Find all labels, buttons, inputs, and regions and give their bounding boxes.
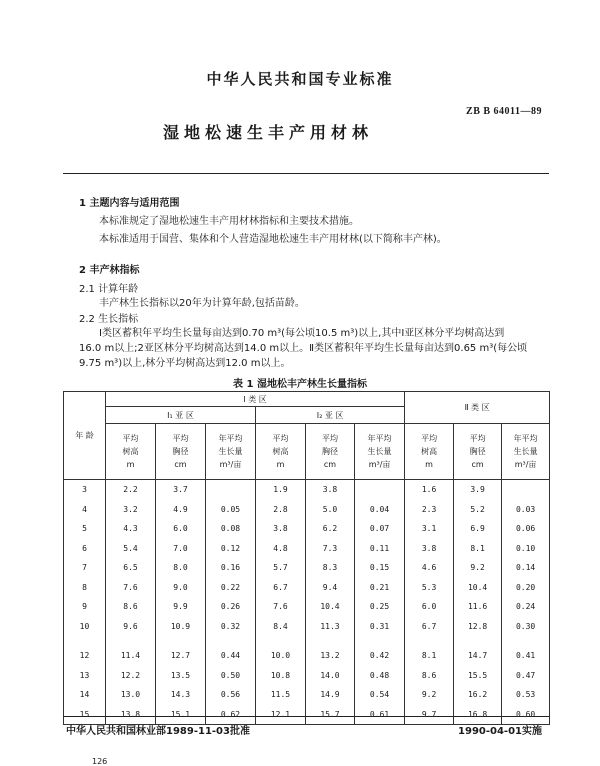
value-cell: 14.3 [156,685,206,705]
value-cell: 0.06 [502,519,550,539]
value-cell: 3.8 [306,480,355,500]
value-cell: 8.6 [106,597,156,617]
value-cell: 0.04 [355,500,405,520]
age-header: 年 龄 [64,392,106,480]
value-cell: 5.0 [306,500,355,520]
age-cell: 9 [64,597,106,617]
value-cell: 3.9 [454,480,502,500]
value-cell: 5.4 [106,539,156,559]
col-avg-height: 平均 树高 m [256,424,306,480]
value-cell: 0.41 [502,646,550,666]
value-cell: 5.2 [454,500,502,520]
zone-2-header: Ⅱ 类 区 [405,392,550,424]
value-cell: 16.8 [454,705,502,725]
value-cell: 0.30 [502,617,550,637]
value-cell: 9.2 [405,685,454,705]
table-row [64,597,550,617]
value-cell: 13.8 [106,705,156,725]
subzone-1-header: Ⅰ₁ 亚 区 [106,407,256,424]
standard-org-title: 中华人民共和国专业标准 [206,70,394,88]
approval-text: 中华人民共和国林业部1989-11-03批准 [66,726,250,737]
value-cell: 6.0 [156,519,206,539]
value-cell: 0.61 [355,705,405,725]
value-cell: 0.50 [206,666,256,686]
value-cell: 4.9 [156,500,206,520]
document-title: 湿地松速生丰产用材林 [163,123,374,142]
value-cell: 7.6 [256,597,306,617]
age-cell: 6 [64,539,106,559]
section-2-2-line-3: 9.75 m³)以上,林分平均树高达到12.0 m以上。 [79,358,291,369]
table-row [64,539,550,559]
value-cell: 0.56 [206,685,256,705]
value-cell: 9.0 [156,578,206,598]
page-number: 126 [92,757,108,766]
value-cell: 0.42 [355,646,405,666]
section-2-2-heading: 2.2 生长指标 [79,314,139,325]
section-2-1-text: 丰产林生长指标以20年为计算年龄,包括苗龄。 [99,298,305,309]
value-cell: 2.2 [106,480,156,500]
col-avg-dbh: 平均 胸径 cm [156,424,206,480]
value-cell: 0.08 [206,519,256,539]
col-annual-growth: 年平均 生长量 m³/亩 [206,424,256,480]
table-row [64,500,550,520]
value-cell: 4.6 [405,558,454,578]
value-cell: 0.21 [355,578,405,598]
value-cell: 11.5 [256,685,306,705]
age-cell: 3 [64,480,106,500]
value-cell: 6.0 [405,597,454,617]
table-row [64,617,550,637]
value-cell: 2.3 [405,500,454,520]
value-cell: 5.7 [256,558,306,578]
value-cell: 0.26 [206,597,256,617]
growth-index-table [63,391,550,725]
value-cell: 13.2 [306,646,355,666]
col-avg-dbh: 平均 胸径 cm [454,424,502,480]
value-cell: 0.11 [355,539,405,559]
subzone-2-header: Ⅰ₂ 亚 区 [256,407,405,424]
standard-code: ZB B 64011—89 [466,106,542,117]
value-cell: 0.20 [502,578,550,598]
section-1-paragraph-2: 本标准适用于国营、集体和个人营造湿地松速生丰产用材林(以下简称丰产林)。 [99,234,447,245]
value-cell: 0.16 [206,558,256,578]
table-row [64,480,550,500]
col-avg-height: 平均 树高 m [106,424,156,480]
col-avg-height: 平均 树高 m [405,424,454,480]
value-cell: 12.7 [156,646,206,666]
value-cell: 0.10 [502,539,550,559]
table-row [64,666,550,686]
value-cell: 3.2 [106,500,156,520]
col-annual-growth: 年平均 生长量 m³/亩 [502,424,550,480]
section-2-1-heading: 2.1 计算年龄 [79,284,139,295]
value-cell: 6.7 [256,578,306,598]
value-cell: 13.0 [106,685,156,705]
value-cell: 0.44 [206,646,256,666]
table-caption: 表 1 湿地松丰产林生长量指标 [233,379,367,390]
table-row [64,646,550,666]
zone-1-header: Ⅰ 类 区 [106,392,405,407]
value-cell: 10.0 [256,646,306,666]
value-cell: 4.3 [106,519,156,539]
value-cell: 11.4 [106,646,156,666]
value-cell: 3.1 [405,519,454,539]
value-cell: 0.47 [502,666,550,686]
age-cell: 5 [64,519,106,539]
value-cell: 10.8 [256,666,306,686]
value-cell: 11.3 [306,617,355,637]
value-cell: 3.8 [405,539,454,559]
age-cell: 4 [64,500,106,520]
effective-date: 1990-04-01实施 [458,726,542,737]
value-cell [355,480,405,500]
value-cell: 7.0 [156,539,206,559]
value-cell: 16.2 [454,685,502,705]
age-cell: 12 [64,646,106,666]
value-cell: 8.4 [256,617,306,637]
value-cell: 6.9 [454,519,502,539]
value-cell: 0.14 [502,558,550,578]
value-cell: 12.1 [256,705,306,725]
value-cell: 0.60 [502,705,550,725]
table-row [64,578,550,598]
value-cell: 1.9 [256,480,306,500]
value-cell: 3.7 [156,480,206,500]
value-cell: 8.1 [405,646,454,666]
value-cell: 10.4 [306,597,355,617]
value-cell: 0.32 [206,617,256,637]
section-2-2-line-1: Ⅰ类区蓄积年平均生长量每亩达到0.70 m³(每公顷10.5 m³)以上,其中Ⅰ亚区林分平均树高达到 [99,328,505,339]
value-cell: 9.9 [156,597,206,617]
value-cell: 0.07 [355,519,405,539]
value-cell: 0.03 [502,500,550,520]
value-cell: 12.8 [454,617,502,637]
value-cell: 10.4 [454,578,502,598]
value-cell: 12.2 [106,666,156,686]
value-cell: 5.3 [405,578,454,598]
age-cell: 14 [64,685,106,705]
value-cell: 6.7 [405,617,454,637]
value-cell: 0.31 [355,617,405,637]
value-cell: 6.5 [106,558,156,578]
age-cell: 8 [64,578,106,598]
header-divider [63,173,549,174]
value-cell: 0.25 [355,597,405,617]
value-cell: 9.6 [106,617,156,637]
value-cell: 9.4 [306,578,355,598]
value-cell [206,480,256,500]
age-cell: 15 [64,705,106,725]
value-cell: 0.53 [502,685,550,705]
value-cell: 0.22 [206,578,256,598]
age-cell: 7 [64,558,106,578]
table-row [64,558,550,578]
footer-divider [63,716,549,717]
value-cell: 10.9 [156,617,206,637]
table-row [64,519,550,539]
value-cell: 3.8 [256,519,306,539]
value-cell: 8.1 [454,539,502,559]
value-cell: 0.12 [206,539,256,559]
section-1-paragraph-1: 本标准规定了湿地松速生丰产用材林指标和主要技术措施。 [99,216,359,227]
section-1-heading: 1 主题内容与适用范围 [79,198,180,209]
value-cell: 14.7 [454,646,502,666]
value-cell: 7.3 [306,539,355,559]
age-cell: 10 [64,617,106,637]
value-cell: 8.0 [156,558,206,578]
value-cell: 0.05 [206,500,256,520]
value-cell: 0.62 [206,705,256,725]
section-2-heading: 2 丰产林指标 [79,265,140,276]
value-cell: 1.6 [405,480,454,500]
value-cell: 8.6 [405,666,454,686]
col-annual-growth: 年平均 生长量 m³/亩 [355,424,405,480]
value-cell: 13.5 [156,666,206,686]
value-cell: 0.24 [502,597,550,617]
value-cell: 7.6 [106,578,156,598]
value-cell: 15.1 [156,705,206,725]
value-cell: 15.7 [306,705,355,725]
value-cell: 11.6 [454,597,502,617]
value-cell: 9.7 [405,705,454,725]
value-cell: 0.54 [355,685,405,705]
age-cell: 13 [64,666,106,686]
value-cell: 0.48 [355,666,405,686]
col-avg-dbh: 平均 胸径 cm [306,424,355,480]
row-spacer [64,636,550,646]
table-row [64,685,550,705]
value-cell: 14.0 [306,666,355,686]
value-cell: 4.8 [256,539,306,559]
value-cell: 8.3 [306,558,355,578]
value-cell [502,480,550,500]
value-cell: 6.2 [306,519,355,539]
section-2-2-line-2: 16.0 m以上;2亚区林分平均树高达到14.0 m以上。Ⅱ类区蓄积年平均生长量每亩达到0.65 m³(每公顷 [79,343,528,354]
value-cell: 9.2 [454,558,502,578]
value-cell: 15.5 [454,666,502,686]
value-cell: 14.9 [306,685,355,705]
value-cell: 0.15 [355,558,405,578]
value-cell: 2.8 [256,500,306,520]
